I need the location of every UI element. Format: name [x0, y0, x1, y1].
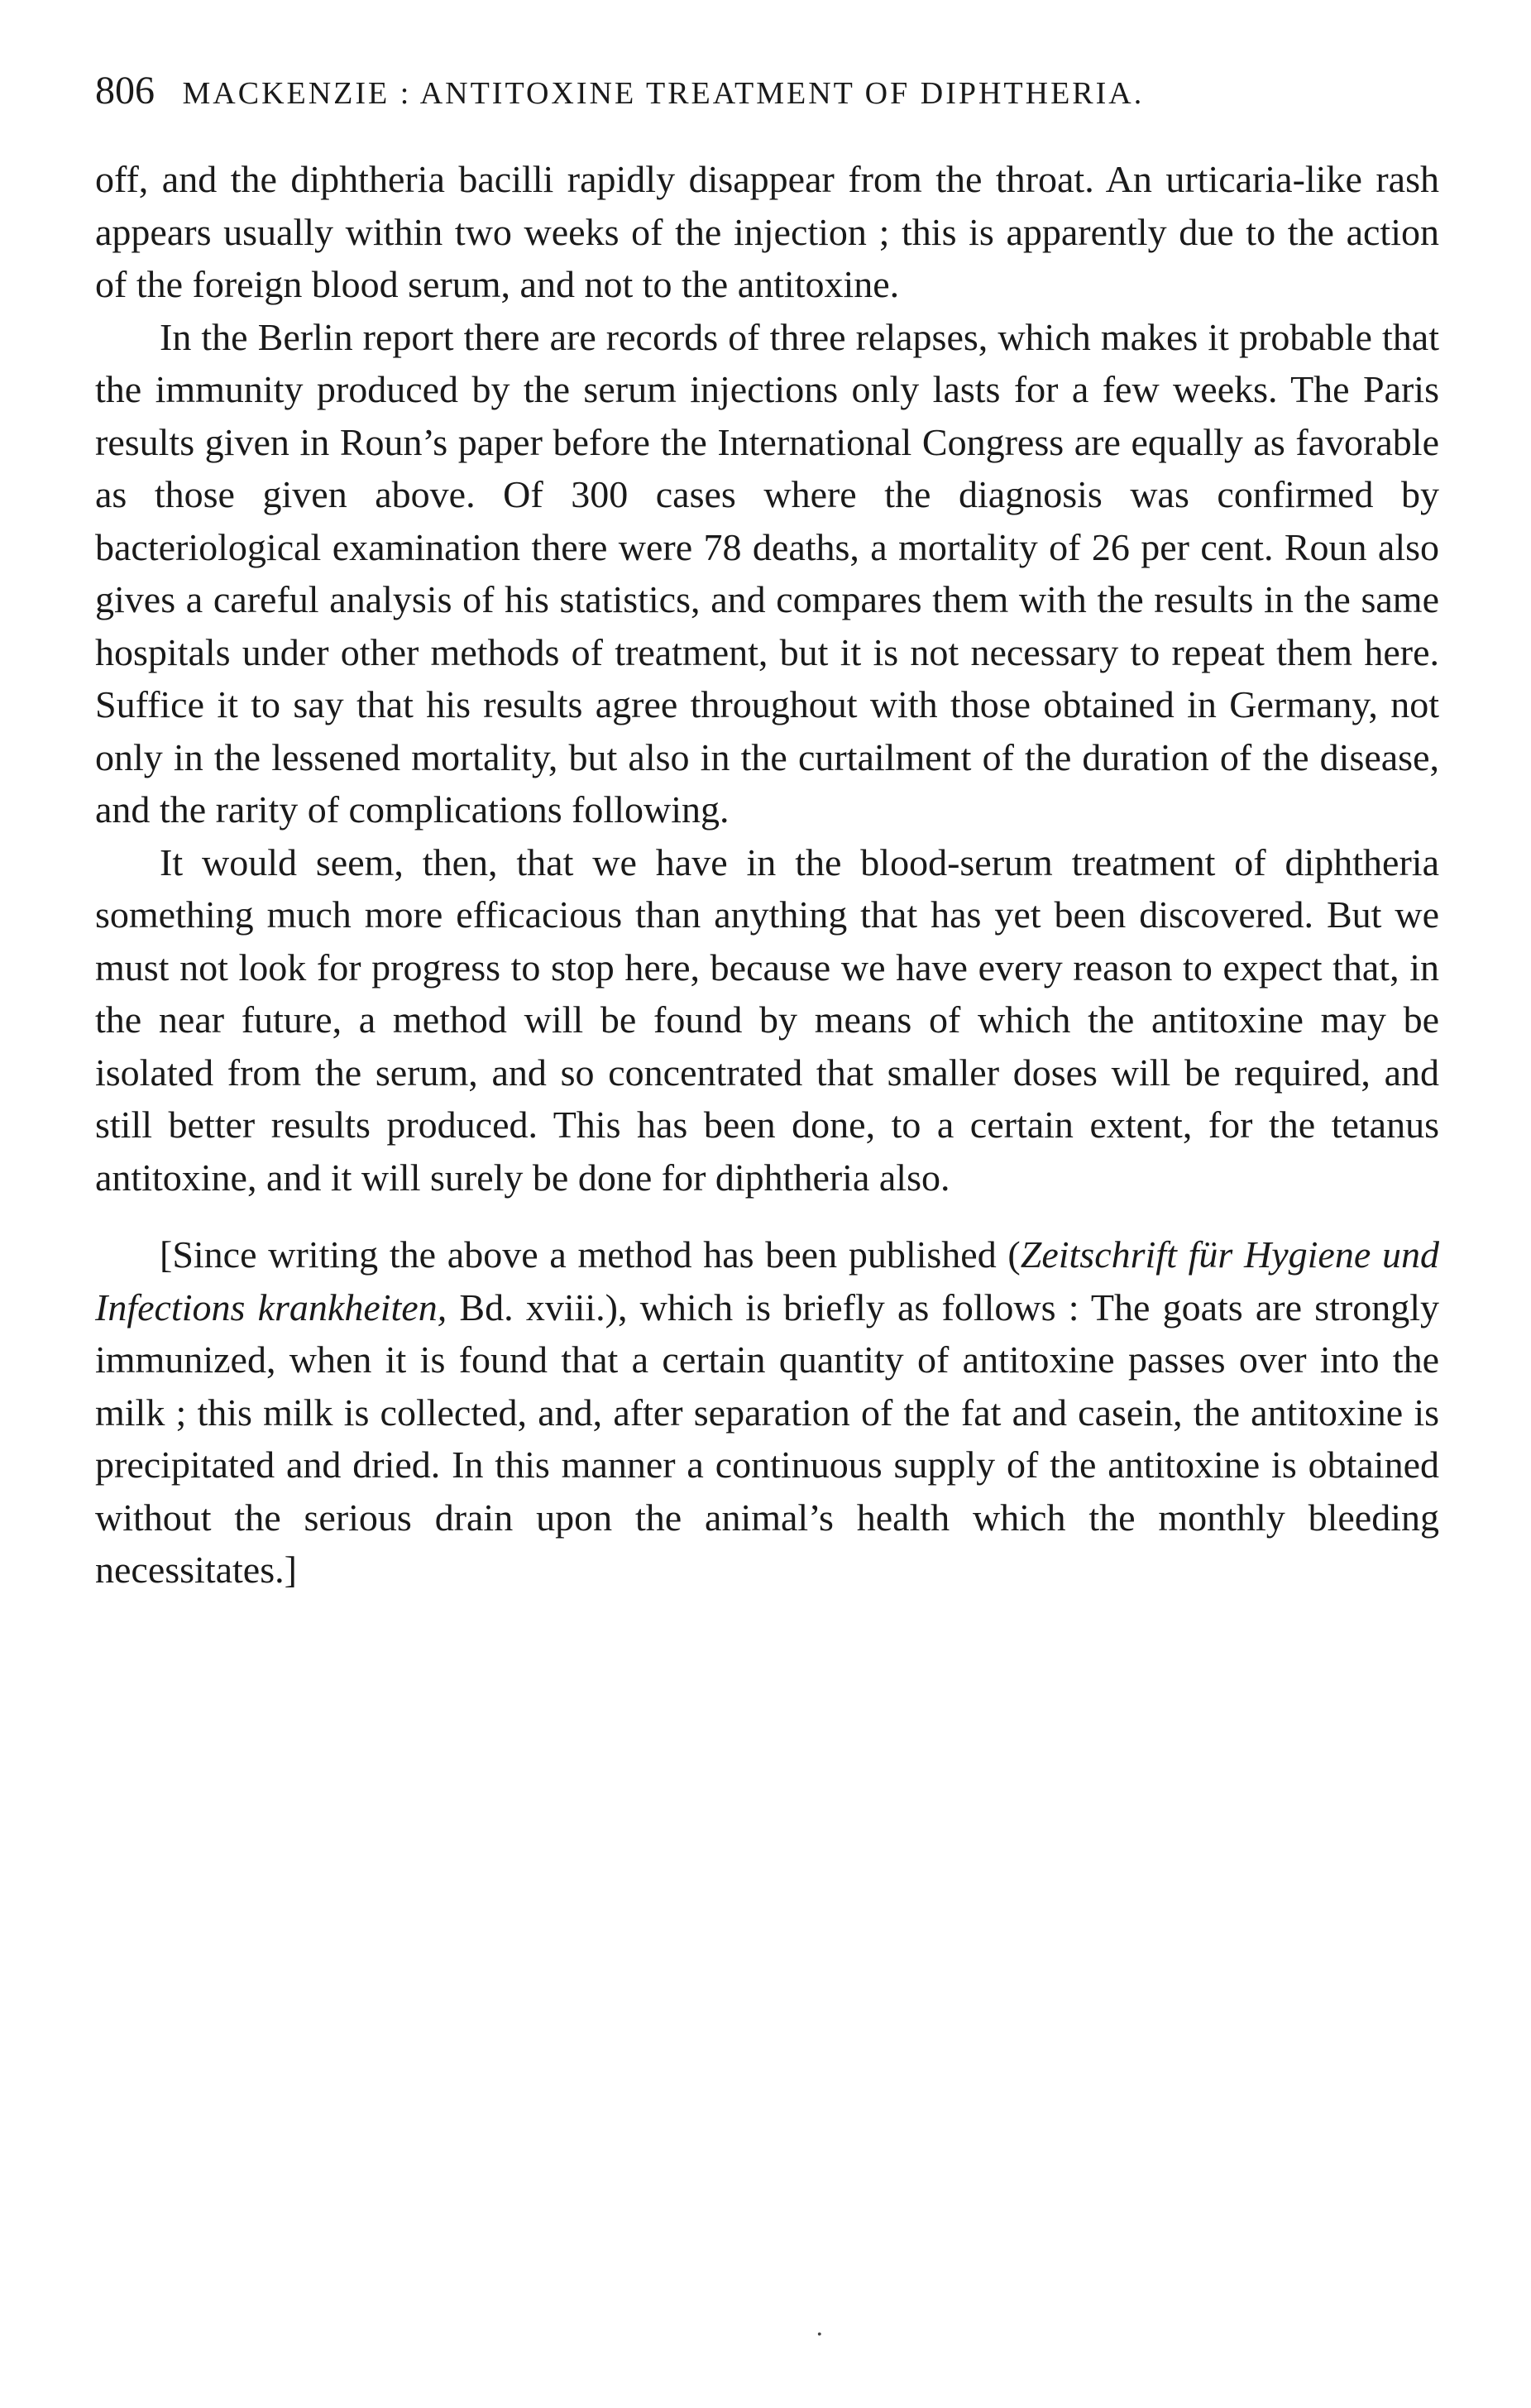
page [95, 66, 1439, 1597]
note-citation: Zeitschrift für Hygiene und Infections krankheiten, [95, 1233, 1439, 1328]
page-number: 806 [95, 69, 155, 113]
running-head [95, 66, 1439, 118]
running-title: MACKENZIE : ANTITOXINE TREATMENT OF DIPHTHERIA. [182, 76, 1145, 111]
paragraph-continued: off, and the diphtheria bacilli rapidly disappear from the throat. An urticaria-like rash appears usually within two weeks of the injection ; this is apparently due to the action of the foreign blood serum, and not to the antitoxine. [95, 158, 1439, 305]
bracketed-note [95, 1228, 1439, 1597]
paragraph-blood-serum: It would seem, then, that we have in the blood-serum treatment of diphtheria something much more efficacious than anything that has yet been discovered. But we must not look for progress to stop here, because we have every reason to expect that, in the near future, a method will be found by means of which the antitoxine may be isolated from the serum, and so concentrated that smaller doses will be required, and still better results produced. This has been done, to a certain extent, for the tetanus antitoxine, and it will surely be done for diphtheria also. [95, 840, 1439, 1199]
paragraph-berlin-report: In the Berlin report there are records of three relapses, which makes it probable that the immunity produced by the serum injections only lasts for a few weeks. The Paris results given in Roun’s paper before the International Congress are equally as favorable as those given above. Of 300 cases where the diagnosis was confirmed by bacteriological examination there were 78 deaths, a mortality of 26 per cent. Roun also gives a careful analysis of his statistics, and compares them with the results in the same hospitals under other methods of treatment, but it is not necessary to repeat them here. Suffice it to say that his results agree throughout with those obtained in Germany, not only in the lessened mortality, but also in the curtailment of the duration of the disease, and the rarity of complications following. [95, 315, 1439, 831]
note-text-before: [Since writing the above a method has been published ( [160, 1233, 1021, 1276]
ink-speck: . [816, 2313, 824, 2342]
note-text-after: Bd. xviii.), which is briefly as follows : The goats are strongly immunized, when it is found that a certain quantity of antitoxine passes over into the milk ; this milk is collected, and, after separation of the fat and casein, the antitoxine is precipitated and dried. In this manner a continuous supply of the antitoxine is obtained without the serious drain upon the animal’s health which the monthly bleeding necessitates.] [95, 1285, 1439, 1591]
